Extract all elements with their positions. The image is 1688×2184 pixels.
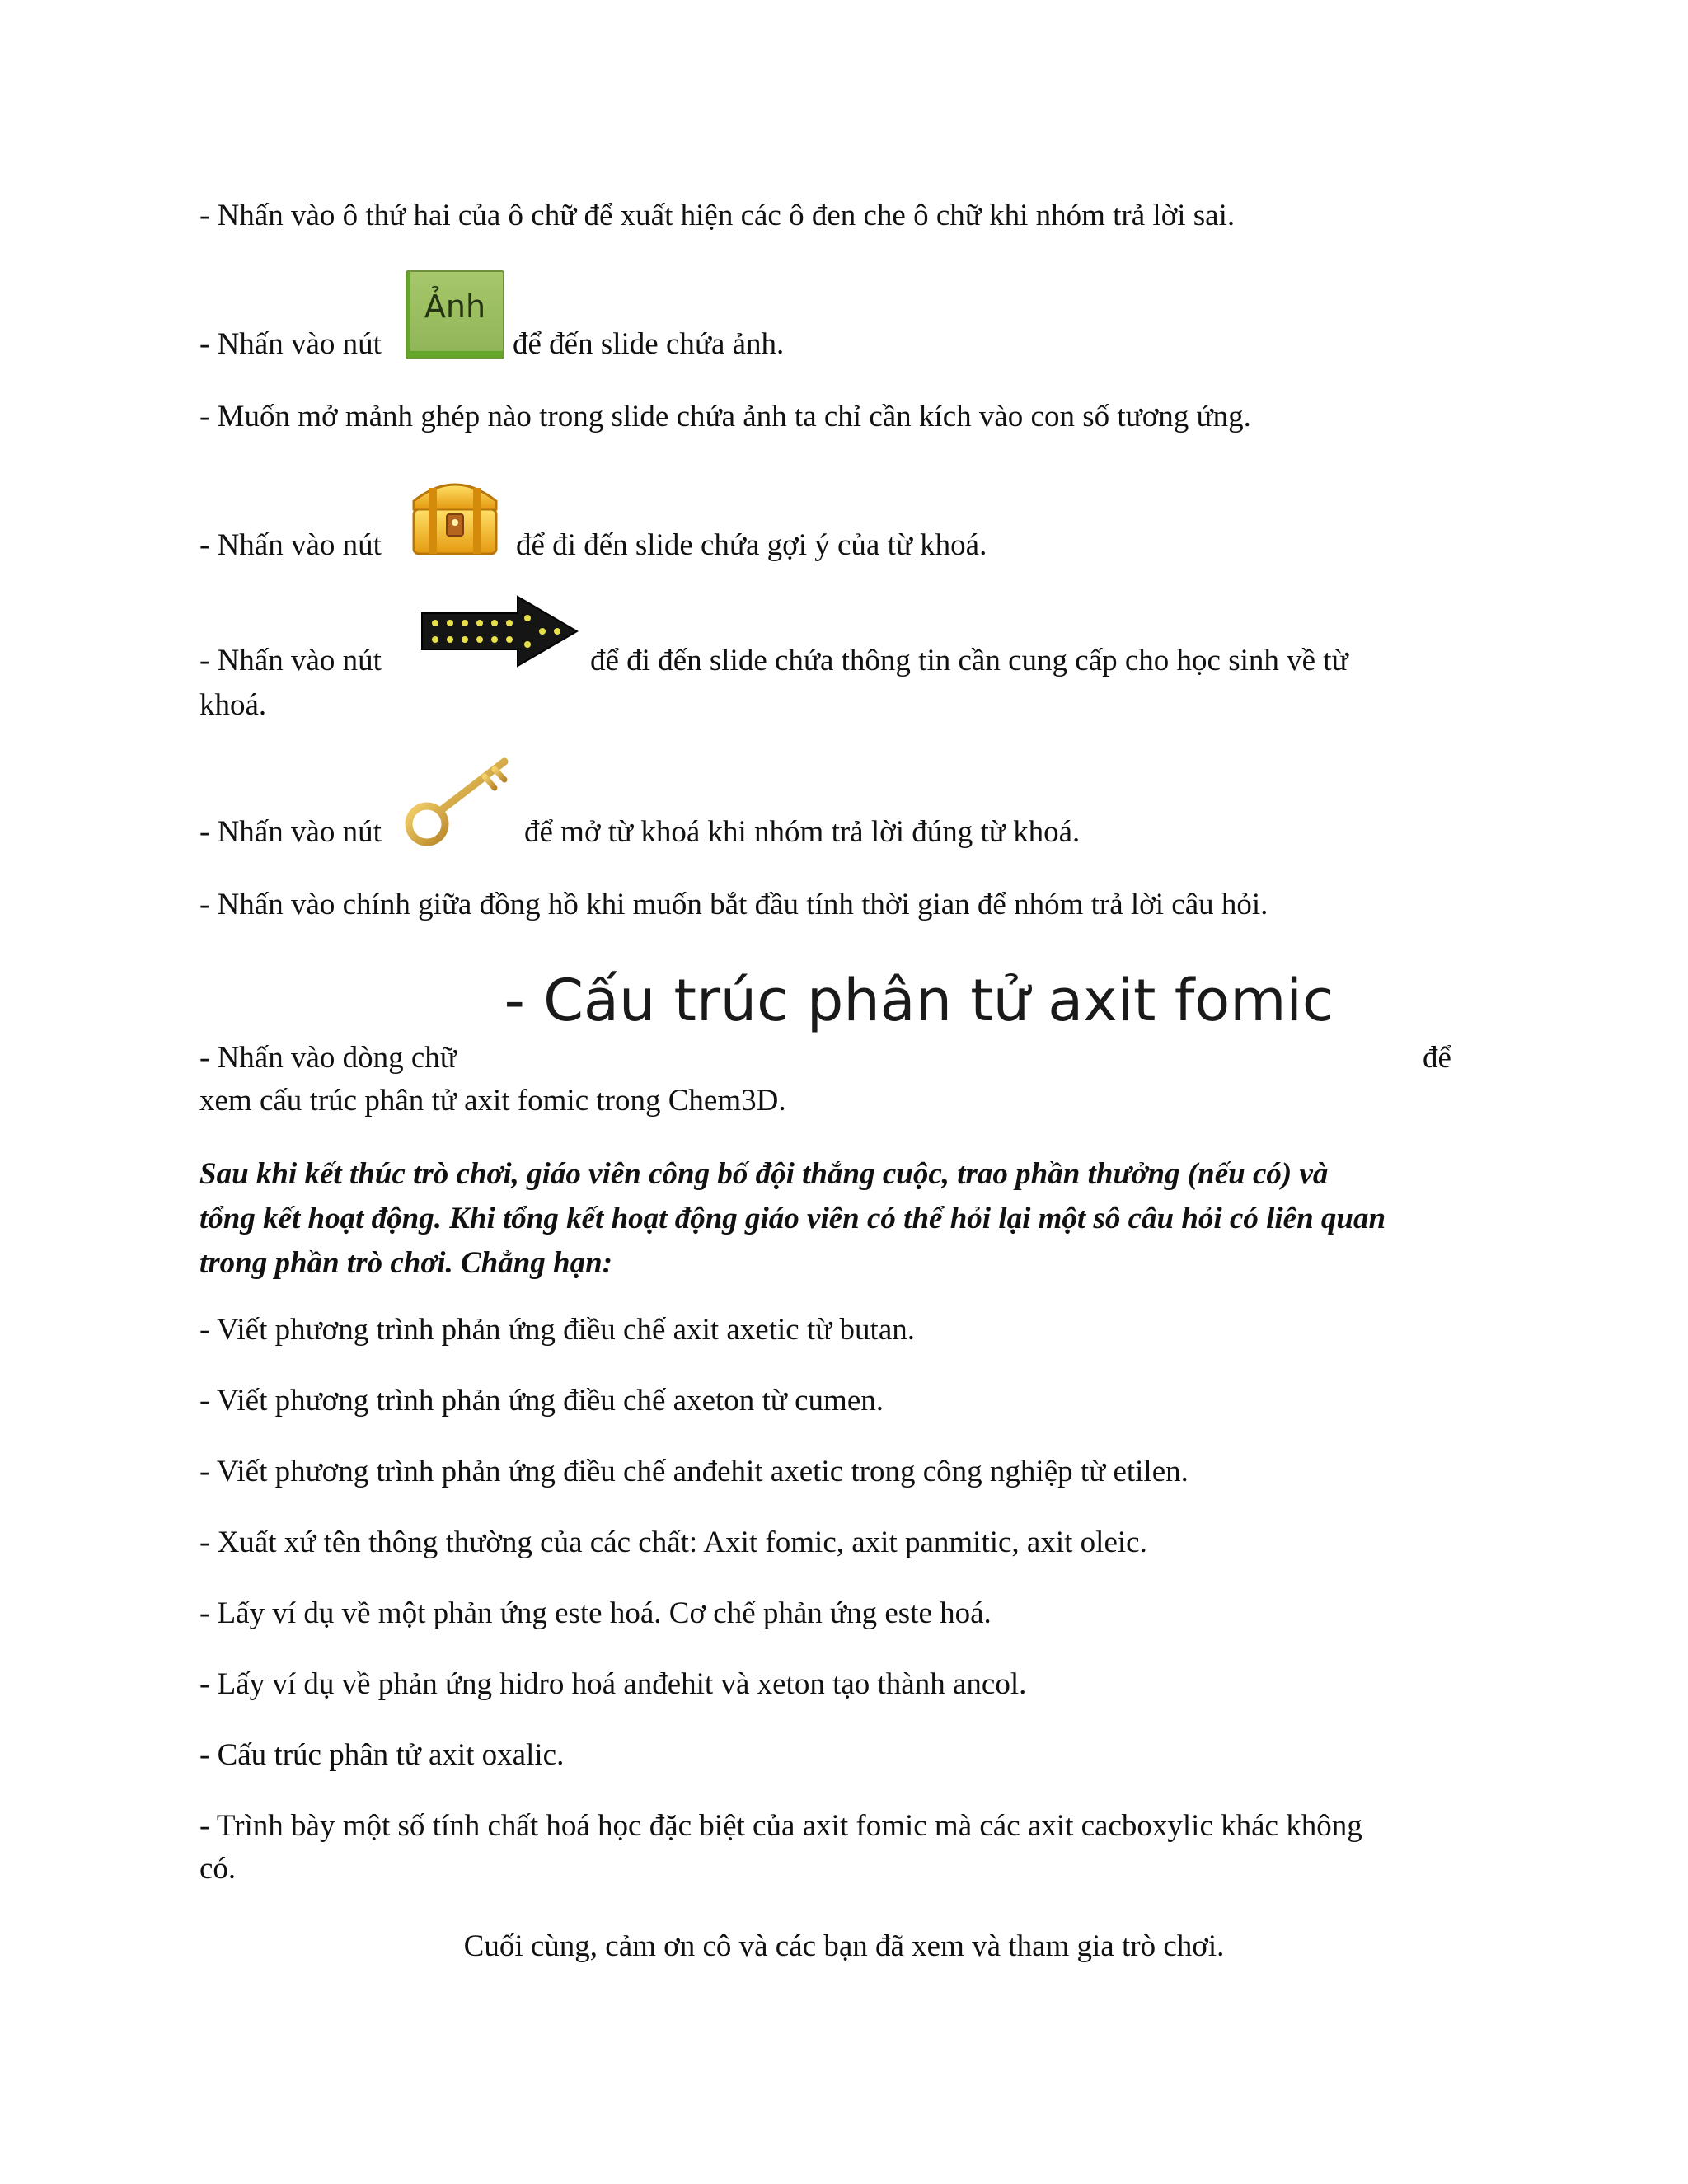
instruction-key-button-prefix: - Nhấn vào nút <box>199 815 382 849</box>
instruction-hint-button-suffix: để đi đến slide chứa gợi ý của từ khoá. <box>516 528 987 562</box>
summary-line-2: tổng kết hoạt động. Khi tổng kết hoạt động giáo viên có thể hỏi lại một sô câu hỏi có liên quan <box>199 1202 1386 1235</box>
question-item: - Trình bày một số tính chất hoá học đặc biệt của axit fomic mà các axit cacboxylic khác không <box>199 1809 1362 1843</box>
question-item-continuation: có. <box>199 1852 237 1886</box>
key-icon[interactable] <box>402 752 518 851</box>
question-item: - Viết phương trình phản ứng điều chế axeton từ cumen. <box>199 1384 884 1418</box>
instruction-open-piece: - Muốn mở mảnh ghép nào trong slide chứa ảnh ta chỉ cần kích vào con số tương ứng. <box>199 400 1251 434</box>
instruction-hint-button-prefix: - Nhấn vào nút <box>199 528 382 562</box>
instruction-info-button-suffix: để đi đến slide chứa thông tin cần cung cấp cho học sinh về từ <box>590 644 1348 677</box>
summary-line-1: Sau khi kết thúc trò chơi, giáo viên công bố đội thắng cuộc, trao phần thưởng (nếu có) và <box>199 1157 1329 1191</box>
instruction-black-cells: - Nhấn vào ô thứ hai của ô chữ để xuất hiện các ô đen che ô chữ khi nhóm trả lời sai. <box>199 199 1236 232</box>
instruction-info-button-continuation: khoá. <box>199 688 267 722</box>
instruction-info-button-prefix: - Nhấn vào nút <box>199 644 382 677</box>
instruction-text-link-suffix: để <box>1423 1041 1451 1075</box>
question-item: - Viết phương trình phản ứng điều chế axit axetic từ butan. <box>199 1313 916 1347</box>
summary-line-3: trong phần trò chơi. Chẳng hạn: <box>199 1246 613 1280</box>
question-item: - Lấy ví dụ về phản ứng hidro hoá anđehit và xeton tạo thành ancol. <box>199 1667 1027 1701</box>
instruction-clock: - Nhấn vào chính giữa đồng hồ khi muốn bắt đầu tính thời gian để nhóm trả lời câu hỏi. <box>199 888 1268 921</box>
chem3d-link-banner[interactable]: - Cấu trúc phân tử axit fomic <box>504 967 1334 1034</box>
closing-line: Cuối cùng, cảm ơn cô và các bạn đã xem và tham gia trò chơi. <box>463 1929 1225 1963</box>
instruction-image-button-suffix: để đến slide chứa ảnh. <box>513 327 785 361</box>
question-item: - Lấy ví dụ về một phản ứng este hoá. Cơ chế phản ứng este hoá. <box>199 1596 992 1630</box>
treasure-chest-icon[interactable] <box>406 468 504 560</box>
image-slide-button-label: Ảnh <box>424 288 486 325</box>
arrow-right-icon[interactable] <box>419 593 580 669</box>
image-slide-button[interactable] <box>406 270 504 359</box>
instruction-text-link-continuation: xem cấu trúc phân tử axit fomic trong Chem3D. <box>199 1084 786 1118</box>
instruction-key-button-suffix: để mở từ khoá khi nhóm trả lời đúng từ khoá. <box>524 815 1081 849</box>
question-item: - Viết phương trình phản ứng điều chế anđehit axetic trong công nghiệp từ etilen. <box>199 1455 1189 1488</box>
instruction-text-link-prefix: - Nhấn vào dòng chữ <box>199 1041 457 1075</box>
summary-paragraph <box>199 1152 1502 1286</box>
instruction-image-button-prefix: - Nhấn vào nút <box>199 327 382 361</box>
question-item: - Cấu trúc phân tử axit oxalic. <box>199 1738 565 1772</box>
question-item: - Xuất xứ tên thông thường của các chất: Axit fomic, axit panmitic, axit oleic. <box>199 1526 1147 1559</box>
